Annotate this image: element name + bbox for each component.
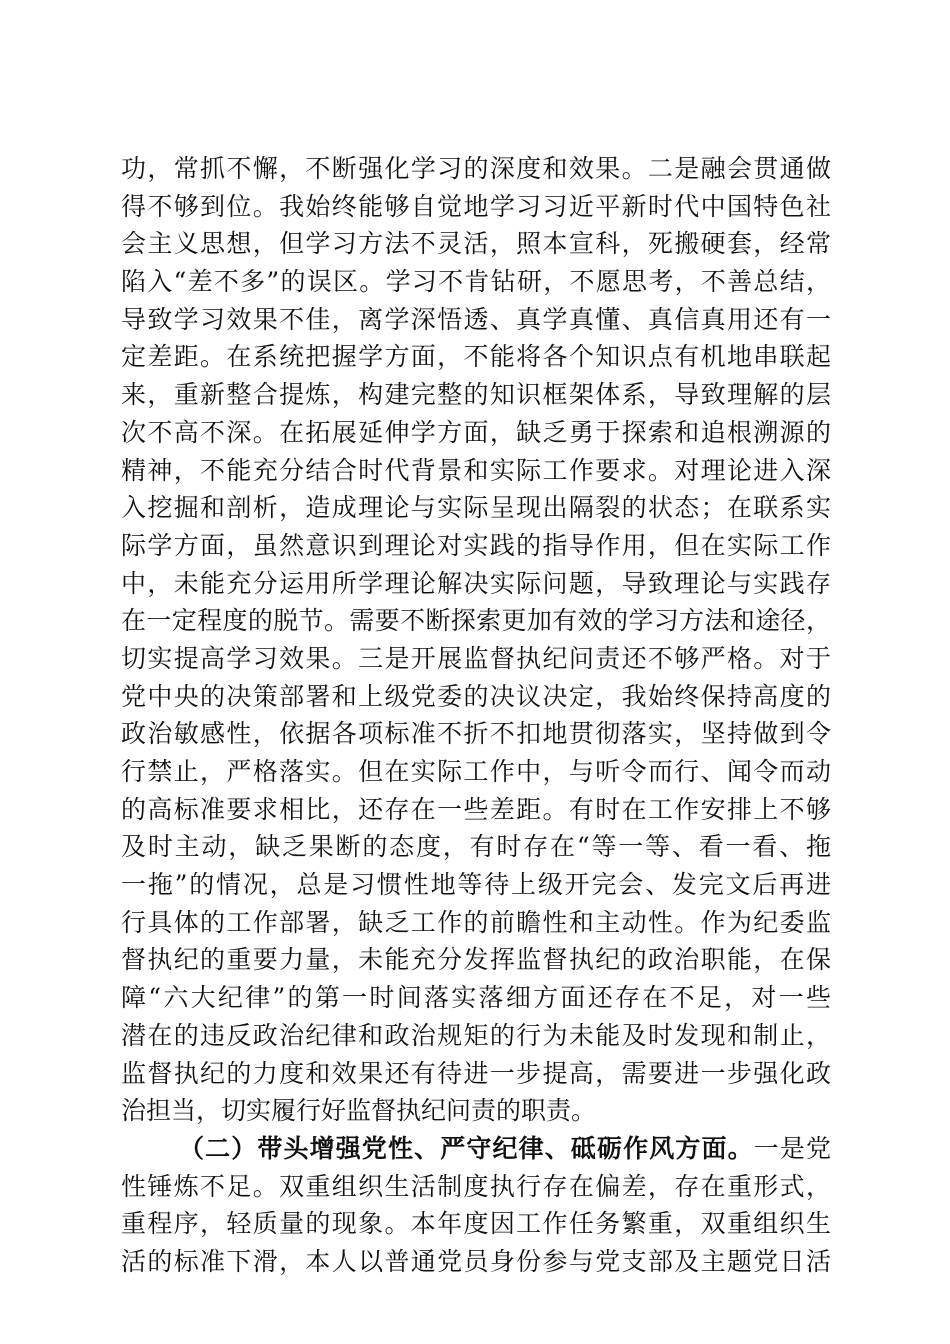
text-line: 定差距。在系统把握学方面，不能将各个知识点有机地串联起 <box>121 342 831 372</box>
text-line: 政治敏感性，依据各项标准不折不扣地贯彻落实，坚持做到令 <box>121 719 831 749</box>
text-line: 入挖掘和剖析，造成理论与实际呈现出隔裂的状态；在联系实 <box>121 493 831 523</box>
text-line: 功，常抓不懈，不断强化学习的深度和效果。二是融会贯通做 <box>121 154 831 183</box>
text-line: 在一定程度的脱节。需要不断探索更加有效的学习方法和途径， <box>121 606 831 636</box>
text-line: 的高标准要求相比，还存在一些差距。有时在工作安排上不够 <box>121 794 831 824</box>
text-line: 监督执纪的力度和效果还有待进一步提高，需要进一步强化政 <box>121 1058 831 1088</box>
text-line: 中，未能充分运用所学理论解决实际问题，导致理论与实践存 <box>121 568 831 598</box>
text-line: 一拖”的情况，总是习惯性地等待上级开完会、发完文后再进 <box>121 870 831 900</box>
text-line: 精神，不能充分结合时代背景和实际工作要求。对理论进入深 <box>121 455 831 485</box>
paragraph-end-line: 治担当，切实履行好监督执纪问责的职责。 <box>121 1096 597 1126</box>
text-line: 来，重新整合提炼，构建完整的知识框架体系，导致理解的层 <box>121 380 831 410</box>
text-line: 陷入“差不多”的误区。学习不肯钻研，不愿思考，不善总结， <box>121 267 831 297</box>
section-heading-line <box>121 1130 831 1168</box>
text-line: 重程序，轻质量的现象。本年度因工作任务繁重，双重组织生 <box>121 1209 831 1239</box>
text-line: 会主义思想，但学习方法不灵活，照本宣科，死搬硬套，经常 <box>121 229 831 259</box>
section-heading: （二）带头增强党性、严守纪律、砥砺作风方面。 <box>179 1133 754 1163</box>
text-line: 际学方面，虽然意识到理论对实践的指导作用，但在实际工作 <box>121 530 831 560</box>
section-heading-tail: 一是党 <box>753 1133 831 1163</box>
text-line: 障“六大纪律”的第一时间落实落细方面还存在不足，对一些 <box>121 983 831 1013</box>
text-line: 党中央的决策部署和上级党委的决议决定，我始终保持高度的 <box>121 681 831 711</box>
text-line: 得不够到位。我始终能够自觉地学习习近平新时代中国特色社 <box>121 191 831 221</box>
text-line: 行禁止，严格落实。但在实际工作中，与听令而行、闻令而动 <box>121 757 831 786</box>
text-line: 行具体的工作部署，缺乏工作的前瞻性和主动性。作为纪委监 <box>121 907 831 937</box>
text-line: 导致学习效果不佳，离学深悟透、真学真懂、真信真用还有一 <box>121 304 831 334</box>
text-line: 活的标准下滑，本人以普通党员身份参与党支部及主题党日活 <box>121 1246 831 1276</box>
text-line: 潜在的违反政治纪律和政治规矩的行为未能及时发现和制止， <box>121 1020 831 1050</box>
text-line: 性锤炼不足。双重组织生活制度执行存在偏差，存在重形式， <box>121 1171 831 1201</box>
text-line: 切实提高学习效果。三是开展监督执纪问责还不够严格。对于 <box>121 643 831 673</box>
document-body <box>121 150 831 1281</box>
text-line: 次不高不深。在拓展延伸学方面，缺乏勇于探索和追根溯源的 <box>121 417 831 447</box>
text-line: 督执纪的重要力量，未能充分发挥监督执纪的政治职能，在保 <box>121 945 831 975</box>
text-line: 及时主动，缺乏果断的态度，有时存在“等一等、看一看、拖 <box>121 832 831 862</box>
